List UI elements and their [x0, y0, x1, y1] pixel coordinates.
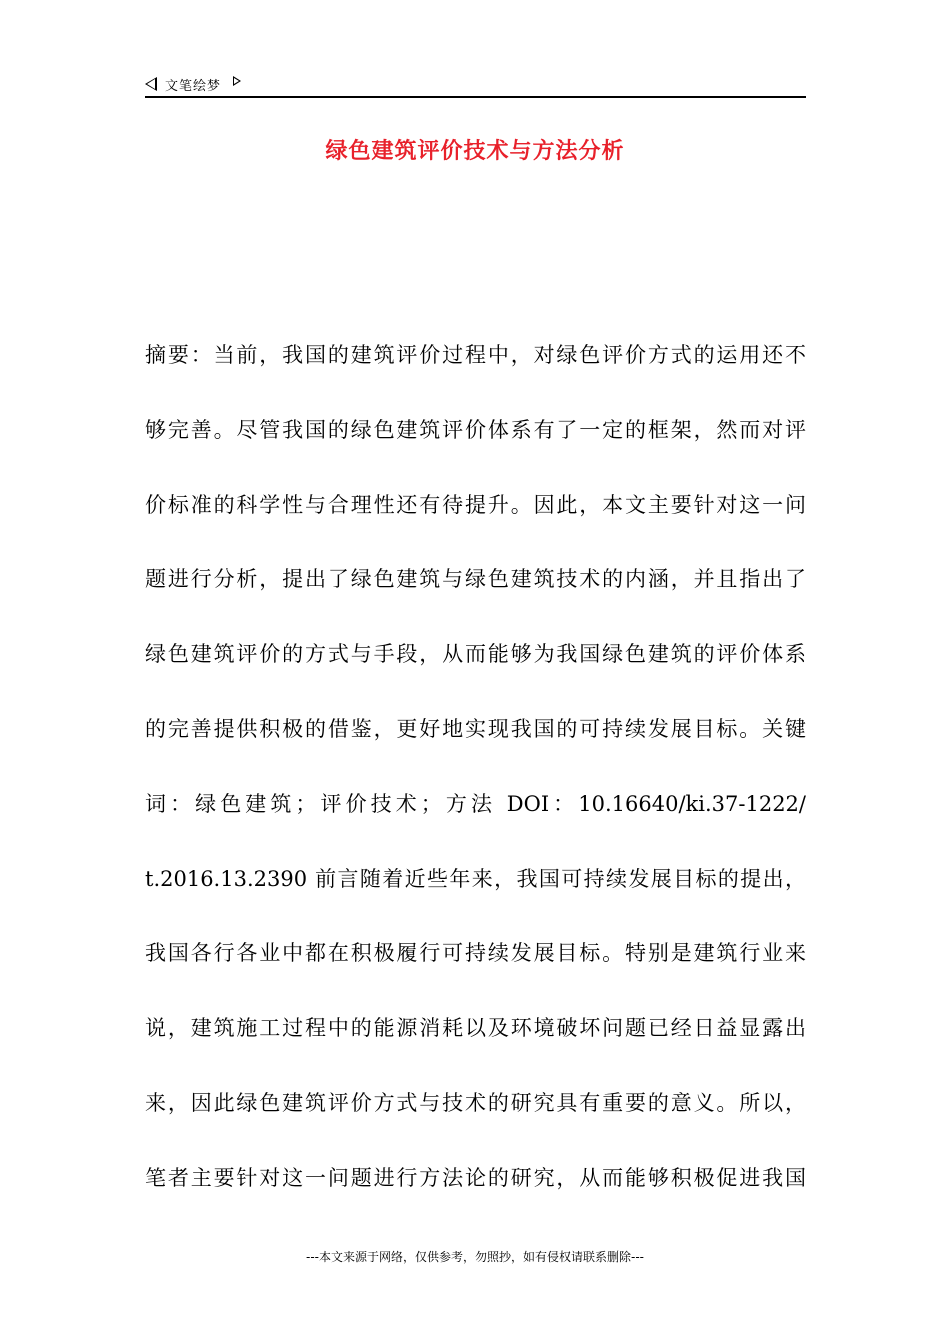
document-body	[145, 318, 806, 1216]
body-line: 来，因此绿色建筑评价方式与技术的研究具有重要的意义。所以，	[145, 1090, 806, 1115]
body-line: 说，建筑施工过程中的能源消耗以及环境破坏问题已经日益显露出	[145, 1016, 806, 1041]
page-footer: ---本文来源于网络，仅供参考，勿照抄，如有侵权请联系删除---	[306, 1250, 644, 1264]
body-line: 笔者主要针对这一问题进行方法论的研究，从而能够积极促进我国	[145, 1165, 806, 1190]
body-line: 词：绿色建筑；评价技术；方法 DOI：10.16640/ki.37-1222/	[145, 791, 806, 816]
body-line: t.2016.13.2390 前言随着近些年来，我国可持续发展目标的提出，	[145, 866, 806, 891]
header-brand: 文笔绘梦	[165, 78, 222, 94]
body-line: 够完善。尽管我国的绿色建筑评价体系有了一定的框架，然而对评	[145, 417, 806, 442]
body-line: 我国各行各业中都在积极履行可持续发展目标。特别是建筑行业来	[145, 941, 806, 966]
body-line: 摘要：当前，我国的建筑评价过程中，对绿色评价方式的运用还不	[145, 343, 806, 367]
body-line: 的完善提供积极的借鉴，更好地实现我国的可持续发展目标。关键	[145, 716, 806, 741]
triangle-left-icon	[145, 77, 157, 91]
triangle-right-icon	[233, 76, 241, 86]
page-header	[145, 72, 806, 98]
document-title: 绿色建筑评价技术与方法分析	[325, 139, 625, 164]
body-line: 价标准的科学性与合理性还有待提升。因此，本文主要针对这一问	[145, 492, 806, 517]
body-line: 题进行分析，提出了绿色建筑与绿色建筑技术的内涵，并且指出了	[145, 567, 806, 592]
body-line: 绿色建筑评价的方式与手段，从而能够为我国绿色建筑的评价体系	[145, 642, 806, 667]
